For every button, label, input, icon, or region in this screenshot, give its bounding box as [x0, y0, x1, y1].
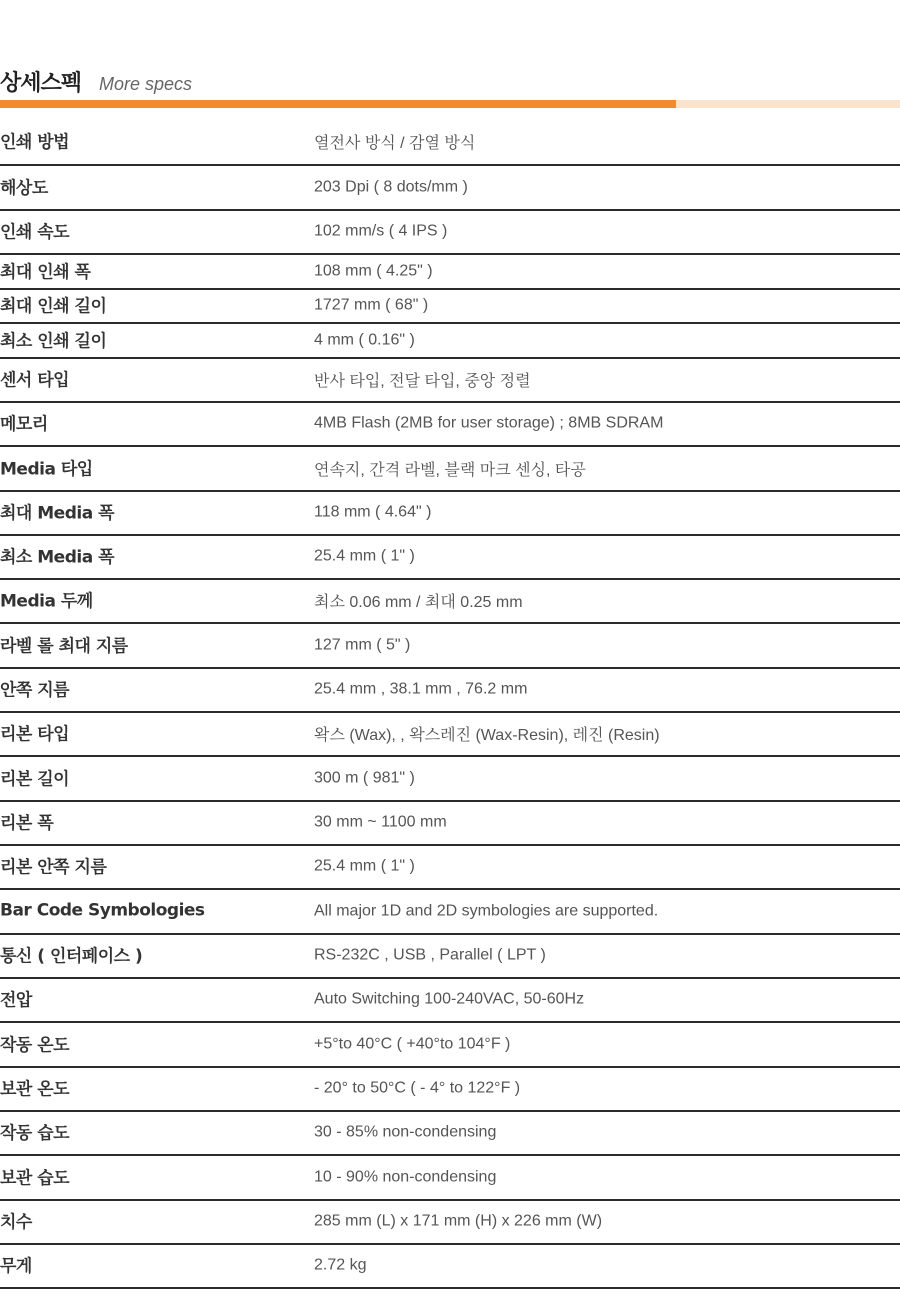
spec-label: 보관 습도 — [0, 1168, 70, 1188]
spec-label: 인쇄 속도 — [0, 222, 70, 243]
spec-value: 127 mm ( 5" ) — [314, 636, 411, 654]
spec-value: 반사 타입, 전달 타입, 중앙 정렬 — [314, 373, 531, 391]
spec-label: 무게 — [0, 1256, 32, 1277]
spec-value: 10 - 90% non-condensing — [314, 1168, 497, 1186]
spec-row — [0, 290, 900, 324]
spec-value: 25.4 mm , 38.1 mm , 76.2 mm — [314, 680, 528, 698]
spec-table — [0, 120, 900, 1289]
spec-label: 리본 안쪽 지름 — [0, 857, 107, 878]
spec-label: 작동 습도 — [0, 1123, 70, 1144]
spec-row — [0, 580, 900, 624]
spec-value: +5°to 40°C ( +40°to 104°F ) — [314, 1035, 511, 1053]
spec-row — [0, 979, 900, 1023]
spec-value: 1727 mm ( 68" ) — [314, 296, 429, 314]
spec-value: RS-232C , USB , Parallel ( LPT ) — [314, 946, 546, 964]
spec-row — [0, 1201, 900, 1245]
spec-row — [0, 166, 900, 211]
page-title: 상세스펙 — [0, 71, 82, 96]
spec-value: 4 mm ( 0.16" ) — [314, 331, 415, 349]
spec-row — [0, 447, 900, 492]
spec-label: Media 타입 — [0, 459, 93, 479]
spec-label: Media 두께 — [0, 591, 93, 612]
spec-label: 리본 폭 — [0, 813, 54, 834]
spec-label: 리본 길이 — [0, 769, 70, 789]
spec-label: 최대 인쇄 길이 — [0, 296, 107, 317]
spec-label: 안쪽 지름 — [0, 680, 70, 701]
spec-value: 108 mm ( 4.25" ) — [314, 262, 433, 280]
spec-row — [0, 1245, 900, 1289]
spec-row — [0, 255, 900, 290]
spec-value: Auto Switching 100-240VAC, 50-60Hz — [314, 990, 585, 1008]
spec-value: 30 mm ~ 1100 mm — [314, 813, 447, 831]
spec-value: 30 - 85% non-condensing — [314, 1123, 497, 1141]
spec-row — [0, 713, 900, 757]
spec-value: 285 mm (L) x 171 mm (H) x 226 mm (W) — [314, 1212, 603, 1230]
spec-label: 리본 타입 — [0, 724, 70, 745]
spec-label: 전압 — [0, 990, 32, 1011]
spec-row — [0, 890, 900, 935]
spec-row — [0, 120, 900, 166]
spec-value: 25.4 mm ( 1" ) — [314, 547, 415, 565]
title-underline-bar — [0, 100, 900, 108]
spec-label: 최소 인쇄 길이 — [0, 331, 107, 351]
spec-row — [0, 359, 900, 403]
spec-label: 메모리 — [0, 414, 48, 435]
spec-value: - 20° to 50°C ( - 4° to 122°F ) — [314, 1079, 521, 1097]
spec-row — [0, 1156, 900, 1201]
spec-row — [0, 536, 900, 580]
spec-row — [0, 211, 900, 255]
spec-label: 라벨 롤 최대 지름 — [0, 636, 128, 656]
spec-value: 102 mm/s ( 4 IPS ) — [314, 222, 448, 240]
spec-value: All major 1D and 2D symbologies are supported. — [314, 902, 659, 920]
spec-row — [0, 1023, 900, 1068]
spec-label: 통신 ( 인터페이스 ) — [0, 946, 143, 967]
page-subtitle: More specs — [99, 74, 193, 94]
spec-row — [0, 324, 900, 359]
spec-value: 4MB Flash (2MB for user storage) ; 8MB SDRAM — [314, 414, 664, 432]
spec-value: 연속지, 간격 라벨, 블랙 마크 센싱, 타공 — [314, 461, 586, 479]
spec-value: 203 Dpi ( 8 dots/mm ) — [314, 178, 468, 196]
spec-row — [0, 1068, 900, 1112]
spec-value: 왁스 (Wax), , 왁스레진 (Wax-Resin), 레진 (Resin) — [314, 727, 660, 745]
spec-value: 300 m ( 981" ) — [314, 769, 415, 787]
title-underline-light — [676, 100, 900, 108]
spec-row — [0, 669, 900, 713]
spec-row — [0, 757, 900, 802]
spec-value: 최소 0.06 mm / 최대 0.25 mm — [314, 594, 523, 612]
spec-row — [0, 1112, 900, 1156]
spec-label: 최대 Media 폭 — [0, 503, 115, 524]
spec-label: 보관 온도 — [0, 1079, 70, 1100]
spec-label: 최소 Media 폭 — [0, 547, 115, 568]
spec-value: 25.4 mm ( 1" ) — [314, 857, 415, 875]
spec-row — [0, 846, 900, 890]
spec-label: Bar Code Symbologies — [0, 899, 205, 920]
spec-label: 센서 타입 — [0, 370, 70, 391]
spec-row — [0, 802, 900, 846]
spec-label: 최대 인쇄 폭 — [0, 262, 91, 282]
title-underline-accent — [0, 100, 676, 108]
spec-label: 해상도 — [0, 178, 48, 198]
spec-row — [0, 492, 900, 536]
spec-value: 열전사 방식 / 감열 방식 — [314, 135, 476, 153]
spec-label: 치수 — [0, 1212, 32, 1233]
spec-label: 인쇄 방법 — [0, 132, 70, 153]
spec-value: 118 mm ( 4.64" ) — [314, 503, 432, 521]
spec-row — [0, 403, 900, 447]
spec-row — [0, 935, 900, 979]
spec-value: 2.72 kg — [314, 1256, 367, 1274]
spec-label: 작동 온도 — [0, 1035, 70, 1055]
spec-row — [0, 624, 900, 669]
